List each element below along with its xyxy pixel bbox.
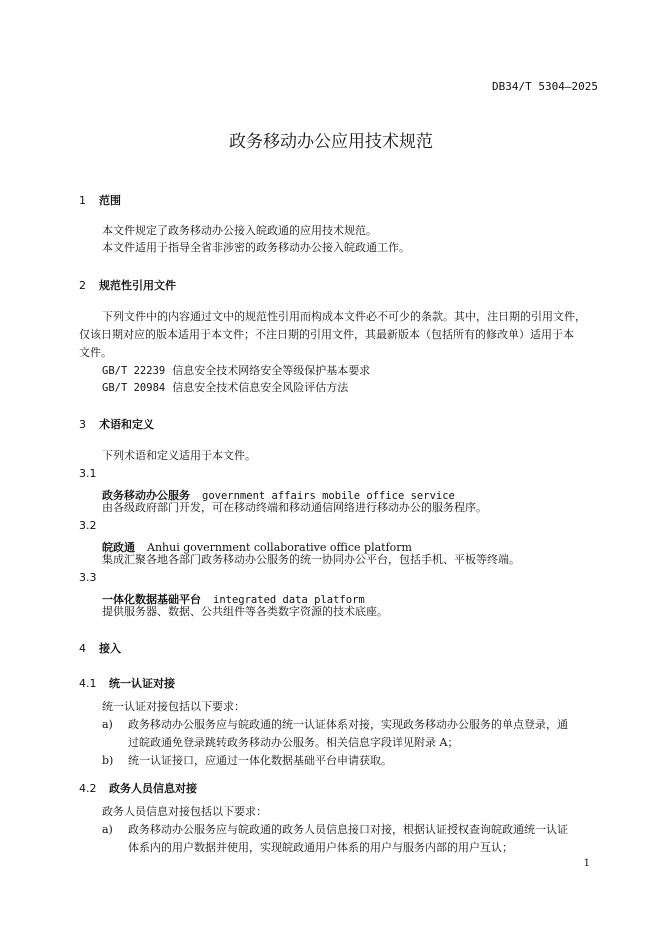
subsection-title: 统一认证对接 <box>109 677 175 690</box>
section-3-heading <box>79 416 154 432</box>
term-english: Anhui government collaborative office platform <box>147 541 412 554</box>
paragraph: 本文件适用于指导全省非涉密的政务移动办公接入皖政通工作。 <box>102 241 410 254</box>
reference-code: GB/T 20984 <box>102 382 166 394</box>
term-chinese: 政务移动办公服务 <box>102 489 190 502</box>
reference-item <box>102 379 348 397</box>
section-1-heading <box>79 192 121 208</box>
section-title: 范围 <box>99 194 121 207</box>
list-text: 政务移动办公服务应与皖政通的政务人员信息接口对接，根据认证授权查询皖政通统一认证 <box>128 823 568 836</box>
section-2-heading <box>79 277 176 293</box>
term-english: government affairs mobile office service <box>202 490 455 502</box>
term-definition: 由各级政府部门开发，可在移动终端和移动通信网络进行移动办公的服务程序。 <box>102 501 487 514</box>
section-number: 4 <box>79 642 86 655</box>
reference-code: GB/T 22239 <box>102 365 166 377</box>
list-item <box>102 821 568 839</box>
reference-title: 信息安全技术网络安全等级保护基本要求 <box>172 364 371 377</box>
section-4-heading <box>79 640 121 656</box>
list-item-continuation: 体系内的用户数据并使用，实现皖政通用户体系的用户与服务内部的用户互认； <box>128 841 513 854</box>
paragraph-line: 文件。 <box>79 346 112 359</box>
list-label: a) <box>102 718 113 731</box>
reference-item <box>102 362 370 380</box>
section-number: 2 <box>79 279 86 292</box>
page-number: 1 <box>583 858 590 869</box>
section-title: 规范性引用文件 <box>99 279 176 292</box>
section-number: 3 <box>79 418 86 431</box>
section-number: 1 <box>79 194 86 207</box>
term-number: 3.2 <box>79 519 97 532</box>
paragraph: 下列术语和定义适用于本文件。 <box>102 449 256 462</box>
term-definition: 集成汇聚各地各部门政务移动办公服务的统一协同办公平台，包括手机、平板等终端。 <box>102 553 520 566</box>
list-label: b) <box>102 754 114 767</box>
term-chinese: 一体化数据基础平台 <box>102 593 201 606</box>
paragraph-line: 下列文件中的内容通过文中的规范性引用而构成本文件必不可少的条款。其中，注日期的引用文件， <box>102 310 586 323</box>
list-item-continuation: 过皖政通免登录跳转政务移动办公服务。相关信息字段详见附录 A； <box>128 736 459 749</box>
term-number: 3.1 <box>79 467 97 480</box>
term-chinese: 皖政通 <box>102 541 135 554</box>
paragraph: 统一认证对接包括以下要求： <box>102 700 245 713</box>
paragraph: 本文件规定了政务移动办公接入皖政通的应用技术规范。 <box>102 224 377 237</box>
term-number: 3.3 <box>79 571 97 584</box>
document-title: 政务移动办公应用技术规范 <box>229 132 433 152</box>
subsection-number: 4.1 <box>79 677 97 690</box>
subsection-4-1-heading <box>79 675 175 691</box>
list-text: 统一认证接口，应通过一体化数据基础平台申请获取。 <box>128 754 392 767</box>
section-title: 接入 <box>99 642 121 655</box>
subsection-number: 4.2 <box>79 782 97 795</box>
paragraph-line: 仅该日期对应的版本适用于本文件；不注日期的引用文件，其最新版本（包括所有的修改单）适用于本 <box>79 328 574 341</box>
subsection-title: 政务人员信息对接 <box>109 782 197 795</box>
term-definition: 提供服务器、数据、公共组件等各类数字资源的技术底座。 <box>102 605 388 618</box>
reference-title: 信息安全技术信息安全风险评估方法 <box>172 381 349 394</box>
list-item <box>102 716 568 734</box>
list-text: 政务移动办公服务应与皖政通的统一认证体系对接，实现政务移动办公服务的单点登录，通 <box>128 718 568 731</box>
standard-number: DB34/T 5304—2025 <box>492 80 598 93</box>
term-english: integrated data platform <box>213 594 365 606</box>
list-label: a) <box>102 823 113 836</box>
list-item <box>102 752 392 770</box>
subsection-4-2-heading <box>79 780 197 796</box>
section-title: 术语和定义 <box>99 418 154 431</box>
paragraph: 政务人员信息对接包括以下要求： <box>102 805 267 818</box>
